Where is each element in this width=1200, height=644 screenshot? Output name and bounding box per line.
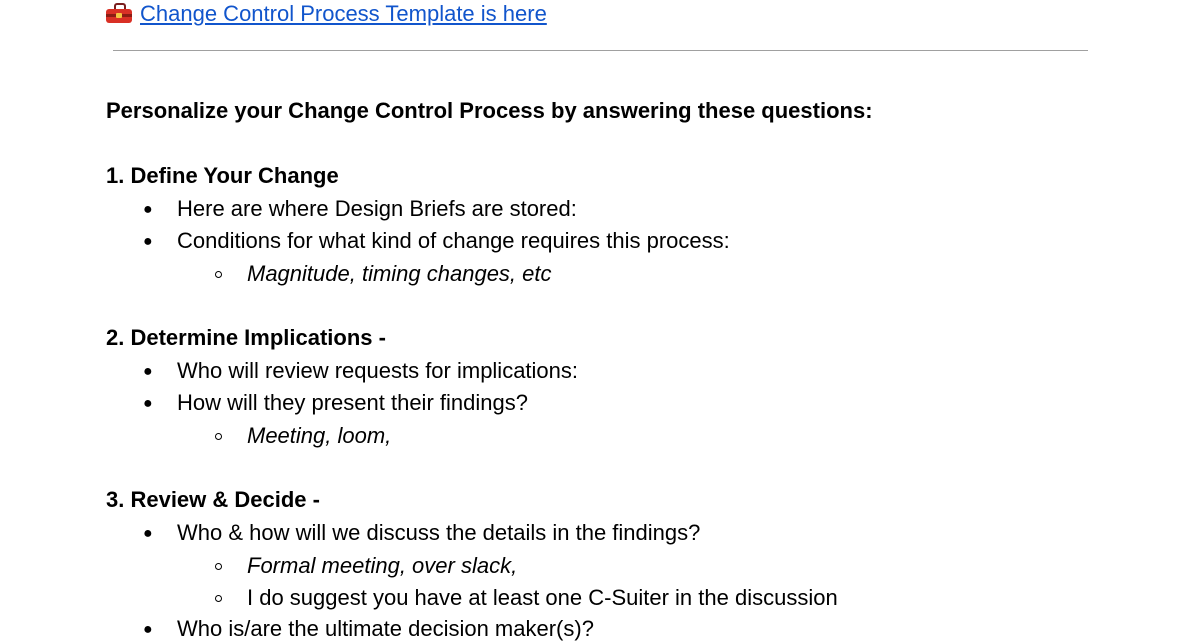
list-item: Who & how will we discuss the details in the findings? — [177, 520, 701, 545]
sub-bullet-circle — [215, 271, 222, 278]
bullet-dot: ● — [143, 201, 153, 218]
list-item: Who will review requests for implications: — [177, 358, 579, 383]
section-heading-3: 3. Review & Decide - — [106, 487, 320, 512]
sub-bullet-circle — [215, 563, 222, 570]
sub-list-item: I do suggest you have at least one C-Suiter in the discussion — [247, 585, 838, 610]
toolbox-icon — [106, 3, 132, 23]
sub-list-item: Magnitude, timing changes, etc — [247, 261, 552, 286]
bullet-dot: ● — [143, 395, 153, 412]
section-heading-2: 2. Determine Implications - — [106, 325, 386, 350]
list-item: How will they present their findings? — [177, 390, 528, 415]
bullet-dot: ● — [143, 233, 153, 250]
list-item: Here are where Design Briefs are stored: — [177, 196, 577, 221]
horizontal-divider — [113, 50, 1088, 51]
bullet-dot: ● — [143, 621, 153, 638]
sub-bullet-circle — [215, 595, 222, 602]
list-item: Conditions for what kind of change requires this process: — [177, 228, 730, 253]
list-item: Who is/are the ultimate decision maker(s)? — [177, 616, 594, 641]
bullet-dot: ● — [143, 363, 153, 380]
template-link-text: Change Control Process Template is here — [140, 1, 547, 26]
bullet-dot: ● — [143, 525, 153, 542]
template-link[interactable] — [106, 0, 547, 28]
sub-list-item: Formal meeting, over slack, — [247, 553, 518, 578]
sub-bullet-circle — [215, 433, 222, 440]
intro-heading: Personalize your Change Control Process by answering these questions: — [106, 98, 873, 123]
section-heading-1: 1. Define Your Change — [106, 163, 339, 188]
sub-list-item: Meeting, loom, — [247, 423, 392, 448]
